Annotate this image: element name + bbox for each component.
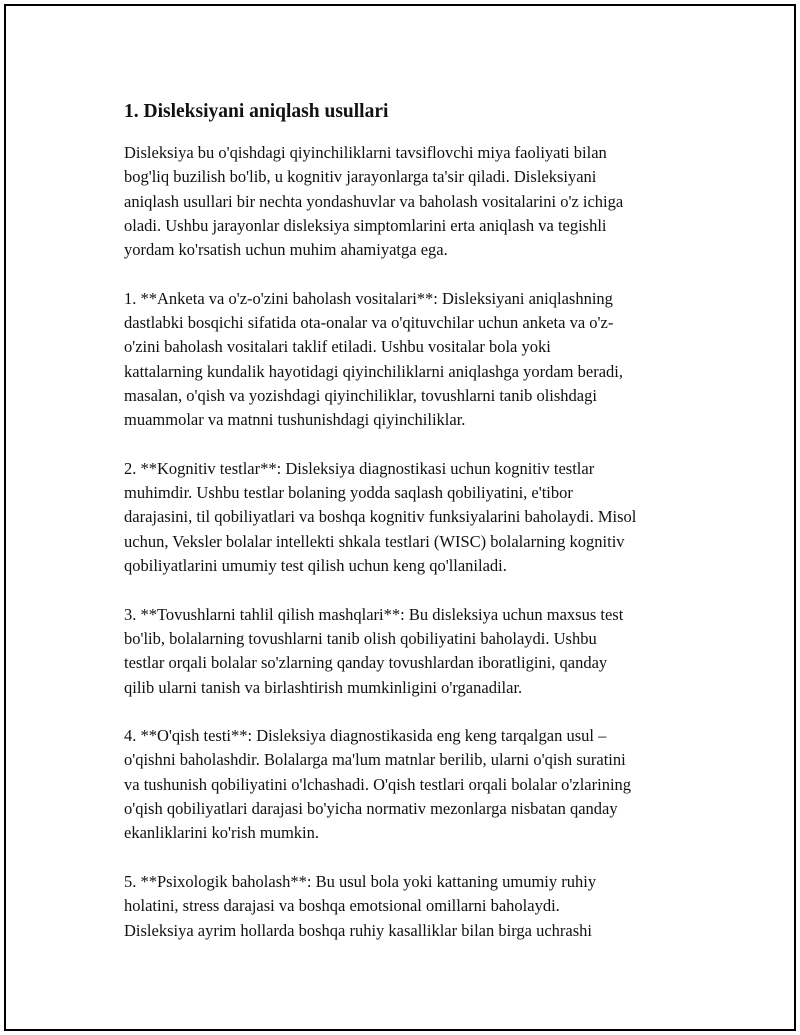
paragraph-cognitive-tests: 2. **Kognitiv testlar**: Disleksiya diagnostikasi uchun kognitiv testlar muhimdir. Ushbu testlar bolaning yodda saqlash qobiliyatini, e'tibor darajasini, til qobiliyatlari va boshqa kognitiv funksiyalarini baholaydi. Misol uchun, Veksler bolalar intellekti shkala testlari (WISC) bolalarning kognitiv qobiliyatlarini umumiy test qilish uchun keng qo'llaniladi.	[124, 458, 637, 576]
paragraph-questionnaire: 1. **Anketa va o'z-o'zini baholash vositalari**: Disleksiyani aniqlashning dastlabki bosqichi sifatida ota-onalar va o'qituvchilar uchun anketa va o'z- o'zini baholash vositalari taklif etiladi. Ushbu vositalar bola yoki kattalarning kundalik hayotidagi qiyinchiliklarni aniqlashga yordam beradi, masalan, o'qish va yozishdagi qiyinchiliklar, tovushlarni tanib olishdagi muammolar va matnni tushunishdagi qiyinchiliklar.	[124, 288, 623, 430]
paragraph-sound-analysis: 3. **Tovushlarni tahlil qilish mashqlari**: Bu disleksiya uchun maxsus test bo'lib, bolalarning tovushlarni tanib olish qobiliyatini baholaydi. Ushbu testlar orqali bolalar so'zlarning qanday tovushlardan iboratligini, qanday qilib ularni tanish va birlashtirish mumkinligini o'rganadilar.	[124, 604, 624, 697]
page-title: 1. Disleksiyani aniqlash usullari	[124, 101, 389, 122]
document-body	[124, 99, 684, 967]
intro-paragraph: Disleksiya bu o'qishdagi qiyinchiliklarni tavsiflovchi miya faoliyati bilan bog'liq buzilish bo'lib, u kognitiv jarayonlarga ta'sir qiladi. Disleksiyani aniqlash usullari bir nechta yondashuvlar va baholash vositalarini o'z ichiga oladi. Ushbu jarayonlar disleksiya simptomlarini erta aniqlash va tegishli yordam ko'rsatish uchun muhim ahamiyatga ega.	[124, 143, 624, 260]
paragraph-reading-test: 4. **O'qish testi**: Disleksiya diagnostikasida eng keng tarqalgan usul – o'qishni baholashdir. Bolalarga ma'lum matnlar berilib, ularni o'qish suratini va tushunish qobiliyatini o'lchashadi. O'qish testlari orqali bolalar o'zlarining o'qish qobiliyatlari darajasi bo'yicha normativ mezonlarga nisbatan qanday ekanliklarini ko'rish mumkin.	[124, 726, 632, 843]
paragraph-psychological-assessment: 5. **Psixologik baholash**: Bu usul bola yoki kattaning umumiy ruhiy holatini, stress darajasi va boshqa emotsional omillarni baholaydi. Disleksiya ayrim hollarda boshqa ruhiy kasalliklar bilan birga uchrashi	[124, 871, 597, 940]
page-frame	[4, 4, 796, 1031]
